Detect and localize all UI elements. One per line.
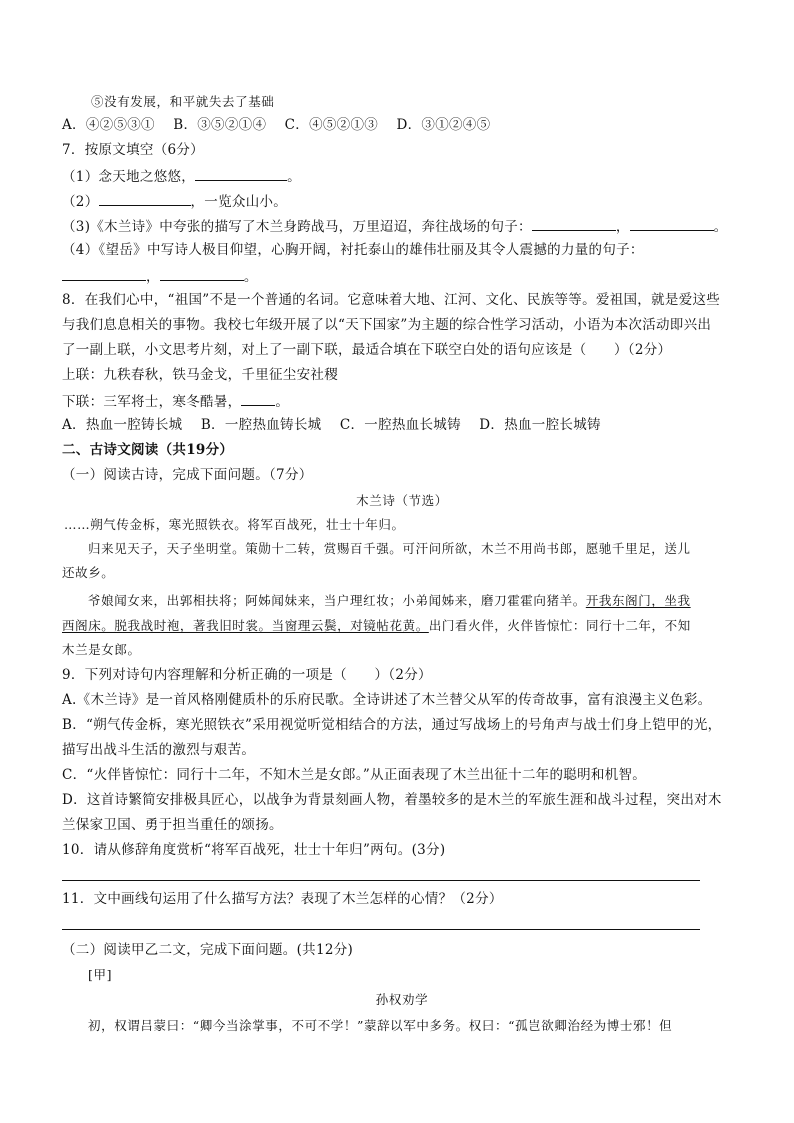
underlined-sentence: 开我东阁门，坐我 xyxy=(585,593,691,608)
q6-option-5: ⑤没有发展，和平就失去了基础 xyxy=(91,94,275,109)
poem-para-2-cont: 还故乡。 xyxy=(62,565,115,580)
section-2-sub-1: （一）阅读古诗，完成下面问题。（7分） xyxy=(62,467,313,483)
q8-lower-couplet xyxy=(62,391,289,411)
q7-item-4-blanks xyxy=(62,266,258,286)
q7-item-1 xyxy=(62,166,301,186)
q7-item-4: （4）《望岳》中写诗人极目仰望，心胸开阔，衬托泰山的雄伟壮丽及其令人震撼的力量的句子： xyxy=(62,242,644,258)
q9-option-b-cont: 描写出战斗生活的激烈与艰苦。 xyxy=(62,742,256,758)
q9-option-b: B．“朔气传金柝，寒光照铁衣”采用视觉听觉相结合的方法，通过写战场上的号角声与战士们身上铠甲的光， xyxy=(62,717,722,733)
q7-item-3-end: 。 xyxy=(713,219,728,235)
answer-line[interactable] xyxy=(62,880,700,881)
answer-blank[interactable] xyxy=(532,216,616,231)
poem-title: 木兰诗（节选） xyxy=(356,493,448,508)
q9-option-c: C．“火伴皆惊忙：同行十二年，不知木兰是女郎。”从正面表现了木兰出征十二年的聪明和机智。 xyxy=(62,767,647,783)
q8-line-3: 了一副上联，小文思考片刻，对上了一副下联，最适合填在下联空白处的语句应该是（ ）（2分） xyxy=(62,342,672,358)
poem-para-1: ……朔气传金柝，寒光照铁衣。将军百战死，壮士十年归。 xyxy=(64,517,405,532)
q8-lower-text: 下联：三军将士，寒冬酷暑， xyxy=(62,394,242,410)
text-jia-label: [甲] xyxy=(88,967,113,982)
q7-item-4-end: 。 xyxy=(243,269,258,285)
q8-lower-end: 。 xyxy=(275,394,290,410)
q9-option-d: D．这首诗繁简安排极具匠心，以战争为背景刻画人物，着墨较多的是木兰的军旅生涯和战斗过程，突出对木 xyxy=(62,792,722,808)
q7-item-4-sep: ， xyxy=(146,269,160,285)
q9-option-a: A.《木兰诗》是一首风格刚健质朴的乐府民歌。全诗讲述了木兰替父从军的传奇故事，富有浪漫主义色彩。 xyxy=(62,692,712,708)
q9-option-d-cont: 兰保家卫国、勇于担当重任的颂扬。 xyxy=(62,817,283,833)
q6-choices: A．④②⑤③① B．③⑤②①④ C．④⑤②①③ D．③①②④⑤ xyxy=(62,117,491,133)
q7-item-1-end: 。 xyxy=(287,169,301,185)
answer-blank[interactable] xyxy=(99,191,191,206)
poem-text: 出门看火伴，火伴皆惊忙：同行十二年，不知 xyxy=(428,618,691,633)
q8-line-1: 8．在我们心中，“祖国”不是一个普通的名词。它意味着大地、江河、文化、民族等等。爱祖国，就是爱这些 xyxy=(62,292,721,308)
q7-item-2-text: （2） xyxy=(62,194,99,210)
classical-text-title: 孙权劝学 xyxy=(375,992,429,1007)
answer-blank[interactable] xyxy=(241,391,275,406)
q7-item-2-end: ，一览众山小。 xyxy=(190,194,288,210)
q7-stem: 7．按原文填空（6分） xyxy=(62,142,204,158)
answer-blank[interactable] xyxy=(195,166,287,181)
q8-choices: A．热血一腔铸长城 B．一腔热血铸长城 C．一腔热血长城铸 D．热血一腔长城铸 xyxy=(62,417,601,433)
q8-upper-couplet: 上联：九秩春秋，铁马金戈，千里征尘安社稷 xyxy=(62,367,338,383)
answer-blank[interactable] xyxy=(62,266,146,281)
poem-para-3 xyxy=(88,592,691,610)
answer-blank[interactable] xyxy=(630,216,714,231)
poem-para-2: 归来见天子，天子坐明堂。策勋十二转，赏赐百千强。可汗问所欲，木兰不用尚书郎，愿驰千里足，送儿 xyxy=(88,541,691,556)
q8-line-2: 与我们息息相关的事物。我校七年级开展了以“天下国家”为主题的综合性学习活动，小语为本次活动即兴出 xyxy=(62,317,712,333)
q10-stem: 10．请从修辞角度赏析“将军百战死，壮士十年归”两句。(3分) xyxy=(62,842,446,858)
underlined-sentence: 西阁床。脱我战时袍，著我旧时裳。当窗理云鬓，对镜帖花黄。 xyxy=(62,618,429,633)
answer-line[interactable] xyxy=(62,929,700,930)
q9-stem: 9．下列对诗句内容理解和分析正确的一项是（ ）（2分） xyxy=(62,667,432,683)
q7-item-3 xyxy=(62,216,727,236)
answer-blank[interactable] xyxy=(160,266,244,281)
sub-2-heading: （二）阅读甲乙二文，完成下面问题。(共12分) xyxy=(62,942,354,958)
classical-text-para-1: 初，权谓吕蒙曰：“卿今当涂掌事，不可不学！”蒙辞以军中多务。权曰：“孤岂欲卿治经为博士邪！但 xyxy=(88,1018,673,1033)
q7-item-1-text: （1）念天地之悠悠， xyxy=(62,169,196,185)
poem-para-3-cont xyxy=(62,617,691,635)
section-2-heading: 二、古诗文阅读（共19分） xyxy=(62,442,234,458)
q7-item-3-text: （3)《木兰诗》中夸张的描写了木兰身跨战马，万里迢迢，奔往战场的句子： xyxy=(62,219,532,235)
q7-item-3-sep: ， xyxy=(615,219,630,235)
q7-item-2 xyxy=(62,191,287,211)
poem-para-3-end: 木兰是女郎。 xyxy=(62,642,141,657)
poem-text: 爷娘闻女来，出郭相扶将；阿姊闻妹来，当户理红妆；小弟闻姊来，磨刀霍霍向猪羊。 xyxy=(88,593,586,608)
q11-stem: 11．文中画线句运用了什么描写方法？表现了木兰怎样的心情？（2分） xyxy=(62,891,503,907)
